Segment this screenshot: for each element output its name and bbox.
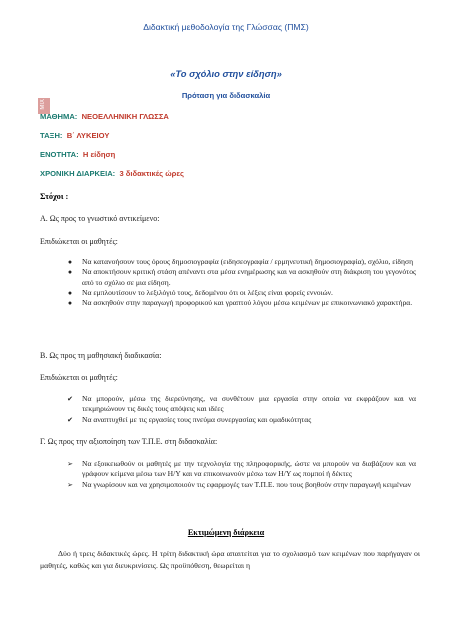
- bullet-marker: ✔: [67, 395, 73, 403]
- meta-subject-value: ΝΕΟΕΛΛΗΝΙΚΗ ΓΛΩΣΣΑ: [81, 112, 169, 121]
- list-item-text: Να μπορούν, μέσω της διερεύνησης, να συνθέτουν μια εργασία στην οποία να εκφράζουν και να τεκμηριώνουν τις δικές τους απόψεις και ιδέες: [82, 394, 416, 414]
- list-item: [64, 459, 416, 480]
- side-watermark-text: ΜΙΧ: [40, 99, 46, 110]
- section-c-list: [64, 459, 416, 490]
- bullet-marker: ●: [67, 268, 73, 277]
- meta-unit: [40, 150, 115, 159]
- list-item: [64, 480, 416, 490]
- document-subtitle: Πρόταση για διδασκαλία: [181, 91, 271, 100]
- bullet-marker: ➢: [67, 460, 73, 468]
- closing-paragraph: Δύο ή τρεις διδακτικές ώρες. Η τρίτη διδακτική ώρα απαιτείται για το σχολιασμό των κειμένων που παρήγαγαν οι μαθητές, καθώς και για διευκρινίσεις. Ως προϋπόθεση, θεωρείται η: [40, 549, 420, 570]
- list-item-text: Να αναπτυχθεί με τις εργασίες τους πνεύμα συνεργασίας και ομαδικότητας: [82, 414, 312, 424]
- meta-subject: [40, 112, 169, 121]
- section-b-list: [64, 394, 416, 425]
- estimated-duration-heading: Εκτιμώμενη διάρκεια: [187, 528, 265, 537]
- bullet-marker: ➢: [67, 480, 73, 489]
- list-item: [64, 288, 416, 298]
- section-a-intro: Επιδιώκεται οι μαθητές:: [40, 237, 118, 246]
- section-b-heading: Β. Ως προς τη μαθησιακή διαδικασία:: [40, 351, 162, 360]
- document-title: «Το σχόλιο στην είδηση»: [170, 68, 282, 79]
- list-item-text: Να γνωρίσουν και να χρησιμοποιούν τις εφαρμογές των Τ.Π.Ε. που τους βοηθούν στην παραγωγή κειμένων: [82, 479, 412, 489]
- bullet-marker: ●: [67, 288, 73, 297]
- section-b-intro: Επιδιώκεται οι μαθητές:: [40, 373, 118, 382]
- list-item-text: Να κατανοήσουν τους όρους δημοσιογραφία (ειδησεογραφία / ερμηνευτική δημοσιογραφία), σχόλιο, είδηση: [82, 257, 414, 266]
- meta-unit-value: Η είδηση: [82, 150, 116, 159]
- meta-class-value: Β΄ ΛΥΚΕΙΟΥ: [66, 131, 110, 140]
- list-item: [64, 267, 416, 288]
- bullet-marker: ●: [67, 299, 73, 308]
- document-header: Διδακτική μεθοδολογία της Γλώσσας (ΠΜΣ): [143, 22, 309, 32]
- list-item: [64, 394, 416, 415]
- list-item-text: Να αποκτήσουν κριτική στάση απέναντι στα μέσα ενημέρωσης και να ασκηθούν στη διάκριση του γεγονότος από το σχόλιο σε μια είδηση.: [82, 267, 416, 287]
- meta-subject-label: ΜΑΘΗΜΑ:: [40, 112, 78, 121]
- objectives-heading: Στόχοι :: [40, 192, 69, 201]
- list-item-text: Να εμπλουτίσουν το λεξιλόγιό τους, δεδομένου ότι οι λέξεις είναι φορείς εννοιών.: [82, 287, 333, 297]
- list-item: [64, 257, 416, 267]
- section-a-list: [64, 257, 416, 308]
- meta-duration: [40, 169, 184, 178]
- list-item-text: Να ασκηθούν στην παραγωγή προφορικού και γραπτού λόγου μέσω κειμένων με επικοινωνιακό χαρακτήρα.: [82, 298, 413, 308]
- meta-duration-label: ΧΡΟΝΙΚΗ ΔΙΑΡΚΕΙΑ:: [40, 169, 116, 178]
- list-item: [64, 415, 416, 425]
- section-c-heading: Γ. Ως προς την αξιοποίηση των Τ.Π.Ε. στη διδασκαλία:: [40, 437, 218, 446]
- list-item: [64, 298, 416, 308]
- bullet-marker: ●: [67, 258, 73, 266]
- meta-class: [40, 131, 109, 140]
- meta-duration-value: 3 διδακτικές ώρες: [119, 169, 184, 178]
- meta-class-label: ΤΑΞΗ:: [40, 131, 63, 140]
- section-a-heading: Α. Ως προς το γνωστικό αντικείμενο:: [40, 214, 160, 223]
- list-item-text: Να εξοικειωθούν οι μαθητές με την τεχνολογία της πληροφορικής, ώστε να μπορούν να διαβάζουν και να γράφουν κείμενα μέσω των Η/Υ και να επικοινωνούν μέσω των Η/Υ ως πομποί ή δέκτες: [82, 459, 416, 479]
- bullet-marker: ✔: [67, 415, 73, 424]
- meta-unit-label: ΕΝΟΤΗΤΑ:: [40, 150, 79, 159]
